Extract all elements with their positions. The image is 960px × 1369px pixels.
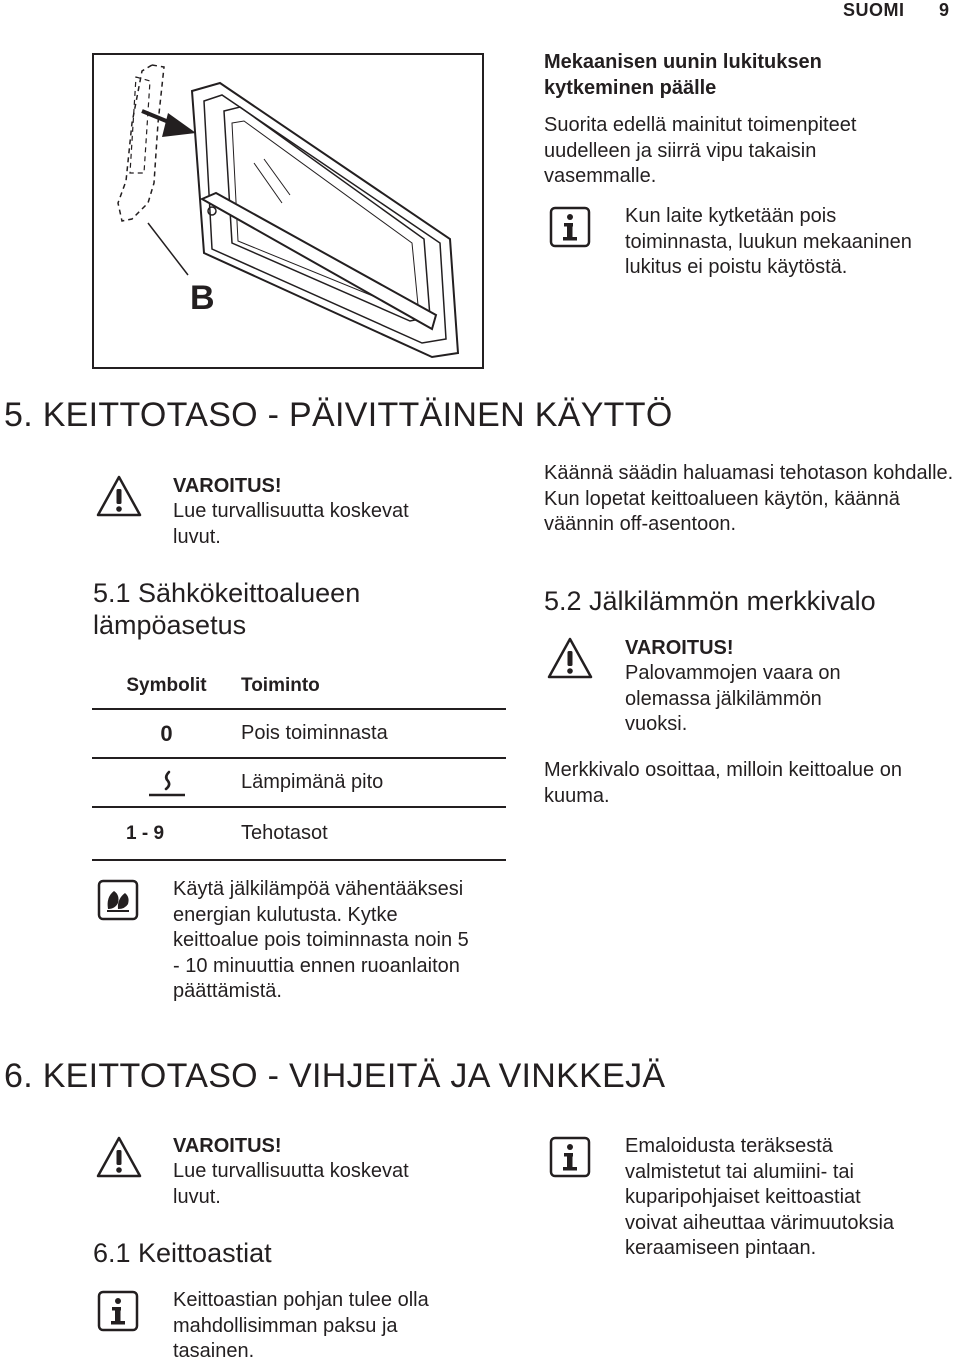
table-cell-function: Tehotasot: [241, 807, 506, 860]
table-header-symbols: Symbolit: [92, 663, 241, 709]
table-header-function: Toiminto: [241, 663, 506, 709]
section-5-2-title: 5.2 Jälkilämmön merkkivalo: [544, 586, 876, 616]
eco-note: Käytä jälkilämpöä vähentääksesi energian kulutusta. Kytke keittoalue pois toiminnasta noin 5 - 10 minuuttia ennen ruoanlaiton päättämistä.: [173, 878, 469, 1002]
warning-label: VAROITUS!: [173, 475, 282, 497]
discoloration-info-note: Emaloidusta teräksestä valmistetut tai alumiini- tai kuparipohjaiset keittoastiat voivat aiheuttaa värimuutoksia keraamiseen pintaan.: [625, 1135, 895, 1259]
header-language: SUOMI: [843, 0, 905, 20]
table-row: [92, 758, 506, 807]
table-cell-symbol: [92, 709, 241, 758]
section-6-title: 6. KEITTOTASO - VIHJEITÄ JA VINKKEJÄ: [4, 1057, 666, 1095]
eco-icon: [97, 879, 139, 921]
table-row: [92, 807, 506, 860]
lock-section-body: Suorita edellä mainitut toimenpiteet uudelleen ja siirrä vipu takaisin vasemmalle.: [544, 114, 857, 187]
warning-label: VAROITUS!: [625, 637, 734, 659]
indicator-description: Merkkivalo osoittaa, milloin keittoalue on kuuma.: [544, 759, 902, 807]
table-header-row: [92, 663, 506, 709]
info-icon: [97, 1290, 139, 1332]
section-5-title: 5. KEITTOTASO - PÄIVITTÄINEN KÄYTTÖ: [4, 396, 673, 434]
warning-icon: [95, 474, 143, 518]
warning-text: Lue turvallisuutta koskevat luvut.: [173, 1160, 409, 1208]
figure-label: B: [190, 279, 215, 317]
warning-text: Lue turvallisuutta koskevat luvut.: [173, 500, 409, 548]
section-5-1-title: 5.1 Sähkökeittoalueen lämpöasetus: [93, 578, 361, 640]
warning-icon: [95, 1135, 143, 1179]
cookware-info-note: Keittoastian pohjan tulee olla mahdollisimman paksu ja tasainen.: [173, 1289, 429, 1362]
zero-symbol: 0: [160, 720, 173, 746]
keep-warm-icon: [147, 768, 187, 798]
control-instruction: Käännä säädin haluamasi tehotason kohdalle. Kun lopetat keittoalueen käytön, käännä väännin off-asentoon.: [544, 462, 954, 535]
lock-info-note: Kun laite kytketään pois toiminnasta, luukun mekaaninen lukitus ei poistu käytöstä.: [625, 205, 912, 278]
page-number: 9: [939, 0, 950, 20]
warning-icon: [546, 636, 594, 680]
symbol-table: [92, 663, 506, 861]
table-cell-symbol: [92, 758, 241, 807]
info-icon: [549, 206, 591, 248]
table-row: [92, 709, 506, 758]
warning-label: VAROITUS!: [173, 1135, 282, 1157]
section-6-1-title: 6.1 Keittoastiat: [93, 1238, 272, 1268]
table-cell-function: Lämpimänä pito: [241, 758, 506, 807]
oven-door-figure: [92, 53, 484, 369]
info-icon: [549, 1136, 591, 1178]
warning-text: Palovammojen vaara on olemassa jälkilämmön vuoksi.: [625, 662, 841, 735]
lock-section-title: Mekaanisen uunin lukituksen kytkeminen päälle: [544, 51, 822, 99]
table-cell-function: Pois toiminnasta: [241, 709, 506, 758]
table-cell-symbol: 1 - 9: [92, 807, 241, 860]
